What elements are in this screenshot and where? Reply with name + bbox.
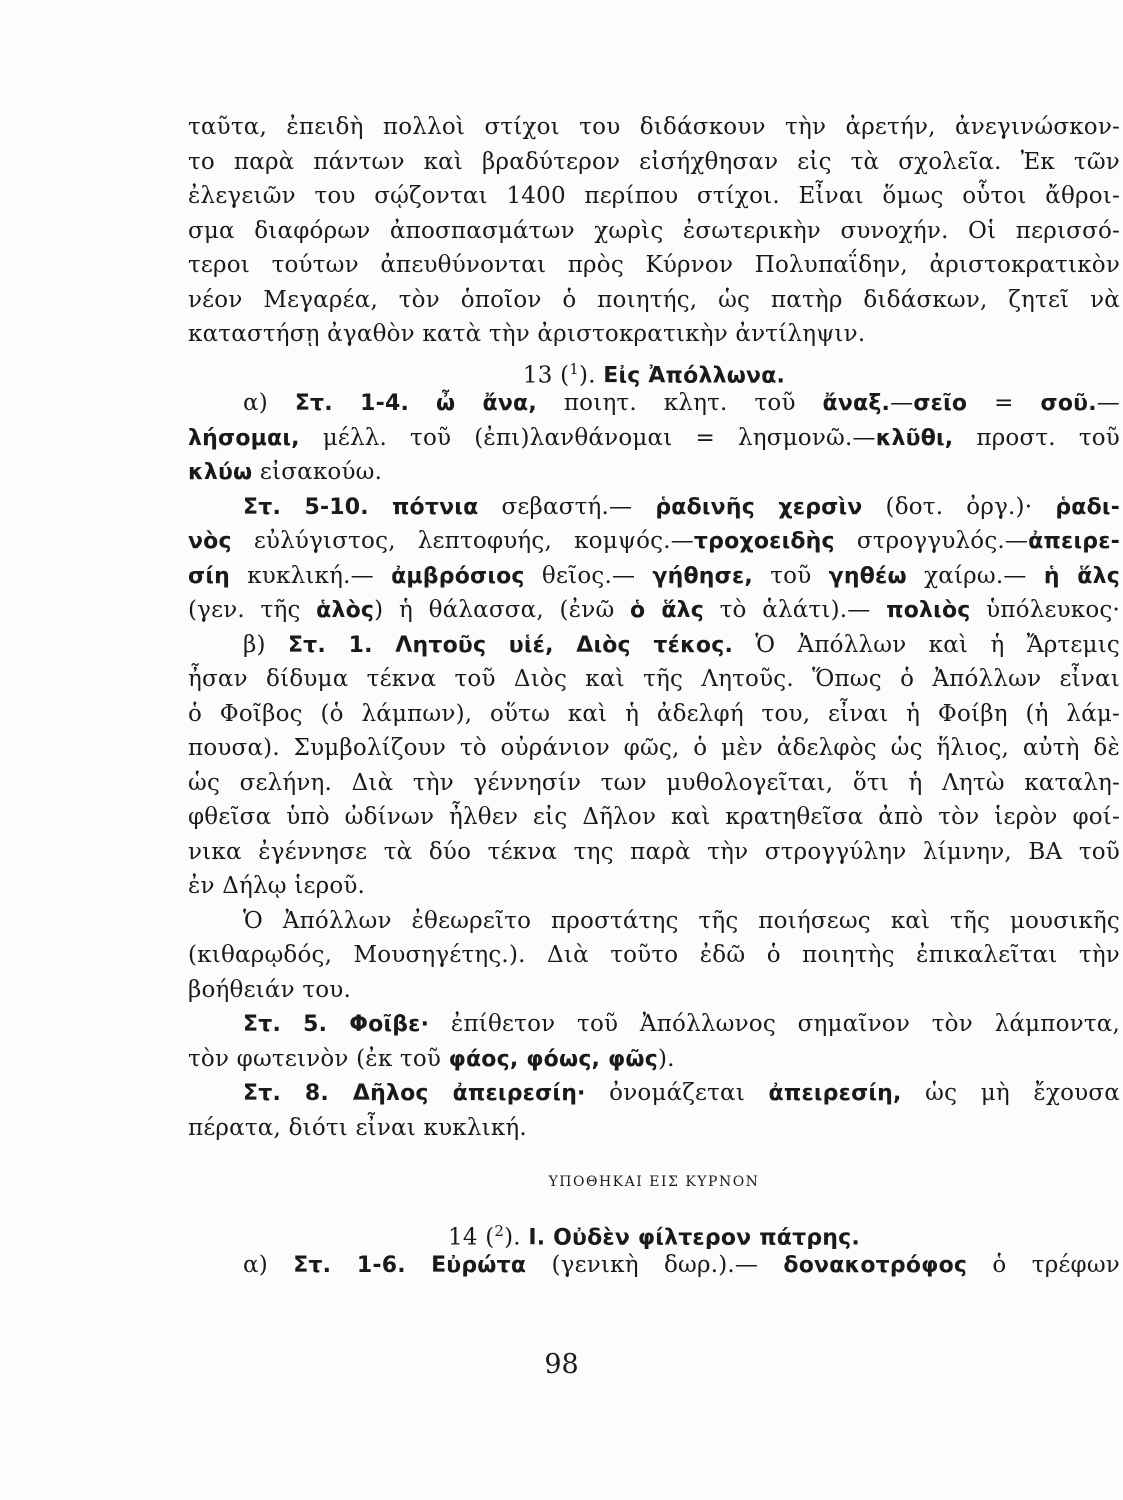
text-span: ταῦτα, ἐπειδὴ πολλοὶ στίχοι του διδάσκουν τὴν ἀρετήν, ἀνεγινώσκον- xyxy=(188,114,1120,140)
text-span: μέλλ. τοῦ (ἐπι)λανθάνομαι = λησμονῶ.— xyxy=(299,424,876,451)
text-span: 14 ( xyxy=(448,1224,495,1251)
bold-term: γήθησε, xyxy=(652,563,753,589)
text-span: (γενικὴ δωρ.).— xyxy=(526,1252,784,1278)
text-span: Ὁ Ἀπόλλων ἐθεωρεῖτο προστάτης τῆς ποιήσεως καὶ τῆς μουσικῆς xyxy=(243,907,1120,934)
text-span: ). xyxy=(504,1224,529,1251)
text-span: ποιητ. κλητ. τοῦ xyxy=(536,390,823,416)
text-span: σμα διαφόρων ἀποσπασμάτων χωρὶς ἐσωτερικὴν συνοχήν. Οἱ περισσό- xyxy=(188,217,1120,244)
bold-term: Στ. 1-6. xyxy=(293,1253,406,1278)
bold-term: φάος, φόως, φῶς xyxy=(448,1046,658,1072)
text-line xyxy=(188,179,1120,214)
bold-term: Στ. 5. Φοῖβε· xyxy=(243,1012,430,1037)
text-span: ὡς σελήνη. Διὰ τὴν γέννησίν των μυθολογεῖται, ὅτι ἡ Λητὼ καταλη- xyxy=(188,769,1120,796)
text-span: βοήθειάν του. xyxy=(188,976,351,1003)
text-span: εὐλύγιστος, λεπτοφυής, κομψός.— xyxy=(231,528,694,554)
text-span: ) ἡ θάλασσα, (ἐνῶ xyxy=(374,597,631,623)
text-line xyxy=(188,835,1120,870)
bold-term: ἀμβρόσιος xyxy=(391,563,525,589)
paragraphs-upper xyxy=(188,110,1120,1145)
text-span: ὁ Φοῖβος (ὁ λάμπων), οὕτω καὶ ἡ ἀδελφή του, εἶναι ἡ Φοίβη (ἡ λάμ- xyxy=(188,700,1120,727)
text-span: ὀνομάζεται xyxy=(585,1080,769,1106)
text-line xyxy=(188,628,1120,663)
text-line xyxy=(188,973,1120,1008)
text-line xyxy=(188,110,1120,145)
text-span: (κιθαρῳδός, Μουσηγέτης.). Διὰ τοῦτο ἐδῶ ὁ ποιητὴς ἐπικαλεῖται τὴν xyxy=(188,942,1120,968)
text-line xyxy=(188,283,1120,318)
text-span xyxy=(369,494,392,520)
bold-term: Στ. 1. Λητοῦς υἱέ, Διὸς τέκος. xyxy=(287,632,734,658)
body-text xyxy=(188,110,1120,1283)
text-line xyxy=(188,800,1120,835)
text-line xyxy=(188,697,1120,732)
text-span: — xyxy=(1096,390,1120,416)
text-span: πέρατα, διότι εἶναι κυκλική. xyxy=(188,1114,527,1141)
text-line xyxy=(188,662,1120,697)
bold-term: Στ. 1-4. xyxy=(294,391,410,416)
bold-term: πολιὸς xyxy=(886,598,971,623)
page-number: 98 xyxy=(544,1349,579,1380)
text-span: ἐλεγειῶν του σῴζονται 1400 περίπου στίχοι. Εἶναι ὅμως οὗτοι ἄθροι- xyxy=(188,183,1120,209)
text-line xyxy=(188,869,1120,904)
bold-term: ὁ ἅλς xyxy=(630,598,704,623)
section-title: ΥΠΟΘΗΚΑΙ ΕΙΣ ΚΥΡΝΟΝ xyxy=(548,1174,760,1190)
bold-term: ὦ ἄνα, xyxy=(435,391,537,416)
footnote-ref: 2 xyxy=(494,1221,505,1240)
text-span: (γεν. τῆς xyxy=(188,597,317,623)
text-line xyxy=(188,731,1120,766)
text-span: = xyxy=(967,390,1041,416)
bold-term: νὸς xyxy=(188,529,232,554)
text-span: τεροι τούτων ἀπευθύνονται πρὸς Κύρνον Πολυπαΐδην, ἀριστοκρατικὸν xyxy=(188,252,1120,278)
text-line xyxy=(188,559,1120,594)
text-span: ἐν Δήλῳ ἱεροῦ. xyxy=(188,873,366,899)
text-span xyxy=(409,390,436,416)
text-line xyxy=(188,1111,1120,1146)
text-span: ). xyxy=(657,1045,675,1072)
text-span: τὸ ἁλάτι).— xyxy=(704,597,887,623)
text-span: πουσα). Συμβολίζουν τὸ οὐράνιον φῶς, ὁ μὲν ἀδελφὸς ὡς ἥλιος, αὐτὴ δὲ xyxy=(188,735,1120,761)
text-span: ἐπίθετον τοῦ Ἀπόλλωνος σημαῖνον τὸν λάμποντα, xyxy=(429,1011,1121,1037)
text-line xyxy=(188,593,1120,628)
text-span: το παρὰ πάντων καὶ βραδύτερον εἰσήχθησαν εἰς τὰ σχολεῖα. Ἐκ τῶν xyxy=(188,148,1120,175)
bold-term: λήσομαι, xyxy=(188,425,300,451)
text-line xyxy=(188,524,1120,559)
text-span: καταστήσῃ ἀγαθὸν κατὰ τὴν ἀριστοκρατικὴν ἀντίληψιν. xyxy=(188,321,866,347)
text-line xyxy=(188,455,1120,490)
bold-term: Εὐρώτα xyxy=(431,1253,527,1278)
text-span: ὁ τρέφων xyxy=(967,1252,1120,1278)
text-line xyxy=(188,421,1120,456)
text-span: ). xyxy=(579,362,604,389)
text-line xyxy=(188,1214,1120,1249)
text-span: χαίρω.— xyxy=(906,562,1044,589)
text-span: νέον Μεγαρέα, τὸν ὁποῖον ὁ ποιητής, ὡς πατὴρ διδάσκων, ζητεῖ νὰ xyxy=(188,286,1120,313)
text-line xyxy=(188,1042,1120,1077)
text-line xyxy=(188,214,1120,249)
text-line xyxy=(188,248,1120,283)
text-span: θεῖος.— xyxy=(524,562,653,589)
bold-term: κλῦθι, xyxy=(875,425,954,451)
text-span: ὑπόλευκος· xyxy=(970,597,1120,623)
text-line xyxy=(188,386,1120,421)
text-line xyxy=(188,938,1120,973)
bold-term: ἡ ἅλς xyxy=(1043,563,1120,589)
bold-term: σοῦ. xyxy=(1040,391,1097,416)
text-span: Ὁ Ἀπόλλων καὶ ἡ Ἄρτεμις xyxy=(733,631,1120,658)
bold-term: ἀπειρεσίη, xyxy=(768,1081,902,1106)
bold-term: ἁλὸς xyxy=(316,598,375,623)
text-line xyxy=(188,1076,1120,1111)
text-span xyxy=(406,1252,431,1278)
text-span: νικα ἐγέννησε τὰ δύο τέκνα της παρὰ τὴν στρογγύλην λίμνην, ΒΑ τοῦ xyxy=(188,838,1120,865)
bold-term: ἀπειρε- xyxy=(1028,529,1120,554)
bold-term: Ι. Οὐδὲν φίλτερον πάτρης. xyxy=(528,1225,860,1251)
text-span: εἰσακούω. xyxy=(252,459,383,485)
text-span: β) xyxy=(243,631,288,658)
text-span: ὡς μὴ ἔχουσα xyxy=(901,1080,1120,1106)
text-span: φθεῖσα ὑπὸ ὠδίνων ἦλθεν εἰς Δῆλον καὶ κρατηθεῖσα ἀπὸ τὸν ἱερὸν φοί- xyxy=(188,804,1120,830)
text-line xyxy=(188,352,1120,387)
text-span: ἦσαν δίδυμα τέκνα τοῦ Διὸς καὶ τῆς Λητοῦς. Ὅπως ὁ Ἀπόλλων εἶναι xyxy=(188,666,1120,692)
text-span: τὸν φωτεινὸν (ἐκ τοῦ xyxy=(188,1045,449,1072)
text-span: α) xyxy=(243,390,295,416)
text-line xyxy=(188,904,1120,939)
text-span: 13 ( xyxy=(522,362,570,389)
bold-term: σεῖο xyxy=(913,391,968,416)
text-span: (δοτ. ὀργ.)· xyxy=(862,493,1056,520)
text-line xyxy=(188,766,1120,801)
text-span: α) xyxy=(243,1252,294,1278)
bold-term: ῥαδι- xyxy=(1055,494,1120,520)
bold-term: τροχοειδὴς xyxy=(693,529,835,554)
text-span: κυκλική.— xyxy=(229,562,392,589)
bold-term: ἄναξ. xyxy=(822,391,891,416)
bold-term: γηθέω xyxy=(828,563,907,589)
text-line xyxy=(188,145,1120,180)
bold-term: κλύω xyxy=(188,460,253,485)
text-span: στρογγυλός.— xyxy=(834,528,1029,554)
paragraphs-lower xyxy=(188,1214,1120,1283)
text-span: — xyxy=(890,390,914,416)
text-line xyxy=(188,1248,1120,1283)
text-span: τοῦ xyxy=(752,562,829,589)
text-line xyxy=(188,1007,1120,1042)
text-span: προστ. τοῦ xyxy=(953,424,1120,451)
text-line xyxy=(188,490,1120,525)
text-span: σεβαστή.— xyxy=(478,493,656,520)
bold-term: δονακοτρόφος xyxy=(783,1253,968,1278)
text-line xyxy=(188,317,1120,352)
footnote-ref: 1 xyxy=(569,359,580,378)
bold-term: Εἰς Ἀπόλλωνα. xyxy=(603,363,786,389)
bold-term: πότνια xyxy=(391,494,479,520)
bold-term: ῥαδινῆς χερσὶν xyxy=(655,494,863,520)
bold-term: Στ. 5-10. xyxy=(243,494,369,520)
bold-term: Στ. 8. Δῆλος ἀπειρεσίη· xyxy=(243,1081,586,1106)
bold-term: σίη xyxy=(188,563,230,589)
